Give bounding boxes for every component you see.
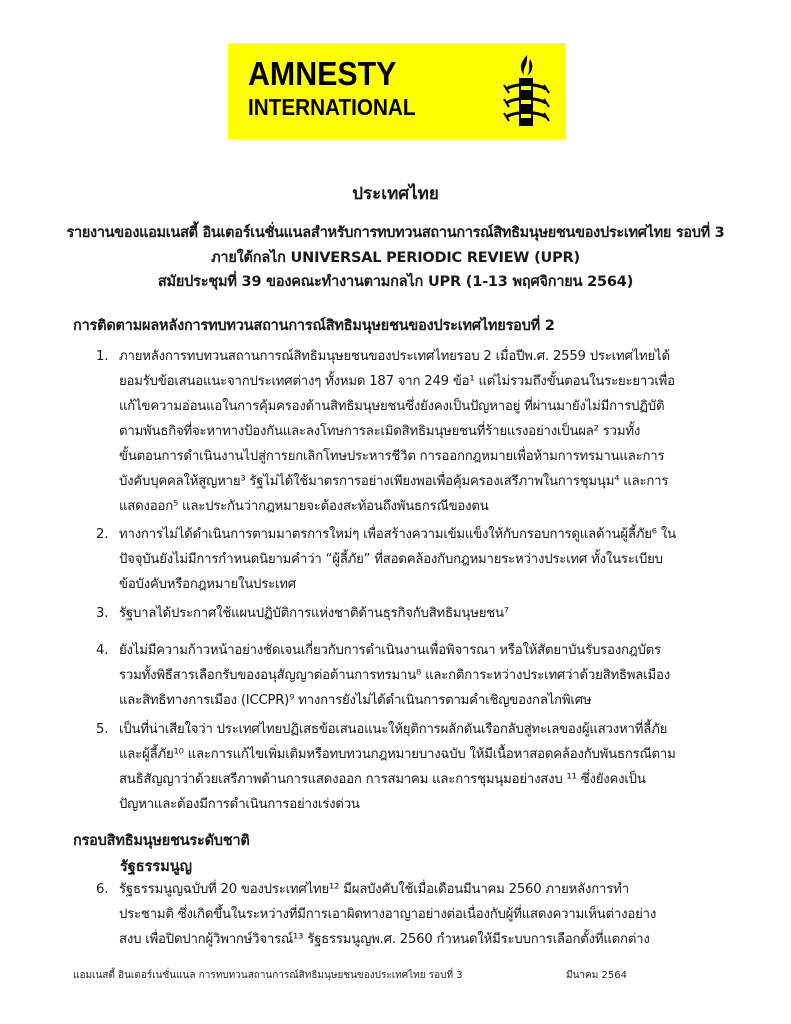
item-line: บังคับบุคคลให้สูญหาย³ รัฐไม่ได้ใช้มาตรการอย่างเพียงพอเพื่อคุ้มครองเสรีภาพในการชุมนุม⁴ และการ: [119, 474, 669, 489]
subsection-heading-constitution: รัฐธรรมนูญ: [120, 859, 193, 875]
logo-text-international: INTERNATIONAL: [248, 94, 416, 120]
item-line: ข้อบังคับหรือกฎหมายในประเทศ: [119, 577, 296, 592]
item-line: รัฐบาลได้ประกาศใช้แผนปฏิบัติการแห่งชาติด้านธุรกิจกับสิทธิมนุษยชน⁷: [119, 606, 509, 621]
item-line: ปัจจุบันยังไม่มีการกำหนดนิยามคำว่า “ผู้ลี้ภัย” ที่สอดคล้องกับกฎหมายระหว่างประเทศ ทั้งในระเบียบ: [119, 552, 663, 567]
item-line: สนธิสัญญาว่าด้วยเสรีภาพด้านการแสดงออก การสมาคม และการชุมนุมอย่างสงบ ¹¹ ซึ่งยังคงเป็น: [119, 772, 646, 787]
item-line: ประชามติ ซึ่งเกิดขึ้นในระหว่างที่มีการเอาผิดทางอาญาอย่างต่อเนื่องกับผู้ที่แสดงความเห็นต่างอย่าง: [119, 907, 657, 922]
country-title: ประเทศไทย: [352, 184, 439, 204]
section-heading-followup: การติดตามผลหลังการทบทวนสถานการณ์สิทธิมนุษยชนของประเทศไทยรอบที่ 2: [73, 318, 555, 334]
footer-report-name: แอมเนสตี้ อินเตอร์เนชั่นแนล การทบทวนสถานการณ์สิทธิมนุษยชนของประเทศไทย รอบที่ 3: [73, 970, 463, 981]
item-line: รัฐธรรมนูญฉบับที่ 20 ของประเทศไทย¹² มีผลบังคับใช้เมื่อเดือนมีนาคม 2560 ภายหลังการทำ: [119, 882, 630, 897]
list-item: [96, 522, 736, 597]
item-line: ทางการไม่ได้ดำเนินการตามมาตรการใหม่ๆ เพื่อสร้างความเข้มแข็งให้กับกรอบการดูแลด้านผู้ลี้ภัย⁶ ใน: [119, 527, 676, 542]
item-number: 2.: [96, 527, 109, 542]
item-line: ปัญหาและต้องมีการดำเนินการอย่างเร่งด่วน: [119, 797, 360, 812]
list-item: [96, 877, 736, 952]
amnesty-logo: [228, 43, 566, 139]
list-item: [96, 601, 736, 626]
list-item: [96, 717, 736, 817]
item-number: 1.: [96, 349, 109, 364]
item-number: 6.: [96, 882, 109, 897]
item-line: และผู้ลี้ภัย¹⁰ และการแก้ไขเพิ่มเติมหรือทบทวนกฎหมายบางฉบับ ให้มีเนื้อหาสอดคล้องกับพันธกรณีตาม: [119, 747, 676, 762]
item-number: 3.: [96, 606, 109, 621]
item-line: ขั้นตอนการดำเนินงานไปสู่การยกเลิกโทษประหารชีวิต การออกกฎหมายเพื่อห้ามการทรมานและการ: [119, 449, 665, 464]
list-item: [96, 638, 736, 713]
logo-text-amnesty: AMNESTY: [248, 55, 397, 92]
report-subtitle-1: รายงานของแอมเนสตี้ อินเตอร์เนชั่นแนลสำหรับการทบทวนสถานการณ์สิทธิมนุษยชนของประเทศไทย รอบที่ 3: [66, 225, 725, 241]
candle-barbed-wire-icon: [500, 53, 552, 131]
item-line: ตามพันธกิจที่จะหาทางป้องกันและลงโทษการละเมิดสิทธิมนุษยชนที่ร้ายแรงอย่างเป็นผล² รวมทั้ง: [119, 424, 641, 439]
item-line: รวมทั้งพิธีสารเลือกรับของอนุสัญญาต่อต้านการทรมาน⁸ และกติการะหว่างประเทศว่าด้วยสิทธิพลเมือง: [119, 668, 670, 683]
list-item: [96, 344, 736, 519]
item-line: เป็นที่น่าเสียใจว่า ประเทศไทยปฏิเสธข้อเสนอแนะให้ยุติการผลักดันเรือกลับสู่ทะเลของผู้แสวงหาที่ลี้ภัย: [119, 722, 668, 737]
item-line: แก้ไขความอ่อนแอในการคุ้มครองด้านสิทธิมนุษยชนซึ่งยังคงเป็นปัญหาอยู่ ที่ผ่านมายังไม่มีการปฏิบัติ: [119, 399, 665, 414]
item-line: ยังไม่มีความก้าวหน้าอย่างชัดเจนเกี่ยวกับการดำเนินงานเพื่อพิจารณา หรือให้สัตยาบันรับรองกฎบัตร: [119, 643, 661, 658]
item-line: สงบ เพื่อปิดปากผู้วิพากษ์วิจารณ์¹³ รัฐธรรมนูญพ.ศ. 2560 กำหนดให้มีระบบการเลือกตั้งที่แตกต่าง: [119, 932, 650, 947]
footer-date: มีนาคม 2564: [566, 970, 627, 981]
report-subtitle-3: สมัยประชุมที่ 39 ของคณะทำงานตามกลไก UPR (1-13 พฤศจิกายน 2564): [157, 274, 634, 290]
item-line: แสดงออก⁵ และประกันว่ากฎหมายจะต้องสะท้อนถึงพันธกรณีของตน: [119, 499, 489, 514]
section-heading-framework: กรอบสิทธิมนุษยชนระดับชาติ: [73, 833, 250, 849]
item-line: ยอมรับข้อเสนอแนะจากประเทศต่างๆ ทั้งหมด 187 จาก 249 ข้อ¹ แต่ไม่รวมถึงขั้นตอนในระยะยาวเพื่อ: [119, 374, 675, 389]
item-number: 4.: [96, 643, 109, 658]
item-number: 5.: [96, 722, 109, 737]
report-subtitle-2: ภายใต้กลไก UNIVERSAL PERIODIC REVIEW (UPR): [211, 250, 580, 266]
item-line: และสิทธิทางการเมือง (ICCPR)⁹ ทางการยังไม่ได้ดำเนินการตามคำเชิญของกลไกพิเศษ: [119, 693, 592, 708]
item-line: ภายหลังการทบทวนสถานการณ์สิทธิมนุษยชนของประเทศไทยรอบ 2 เมื่อปีพ.ศ. 2559 ประเทศไทยได้: [119, 349, 670, 364]
